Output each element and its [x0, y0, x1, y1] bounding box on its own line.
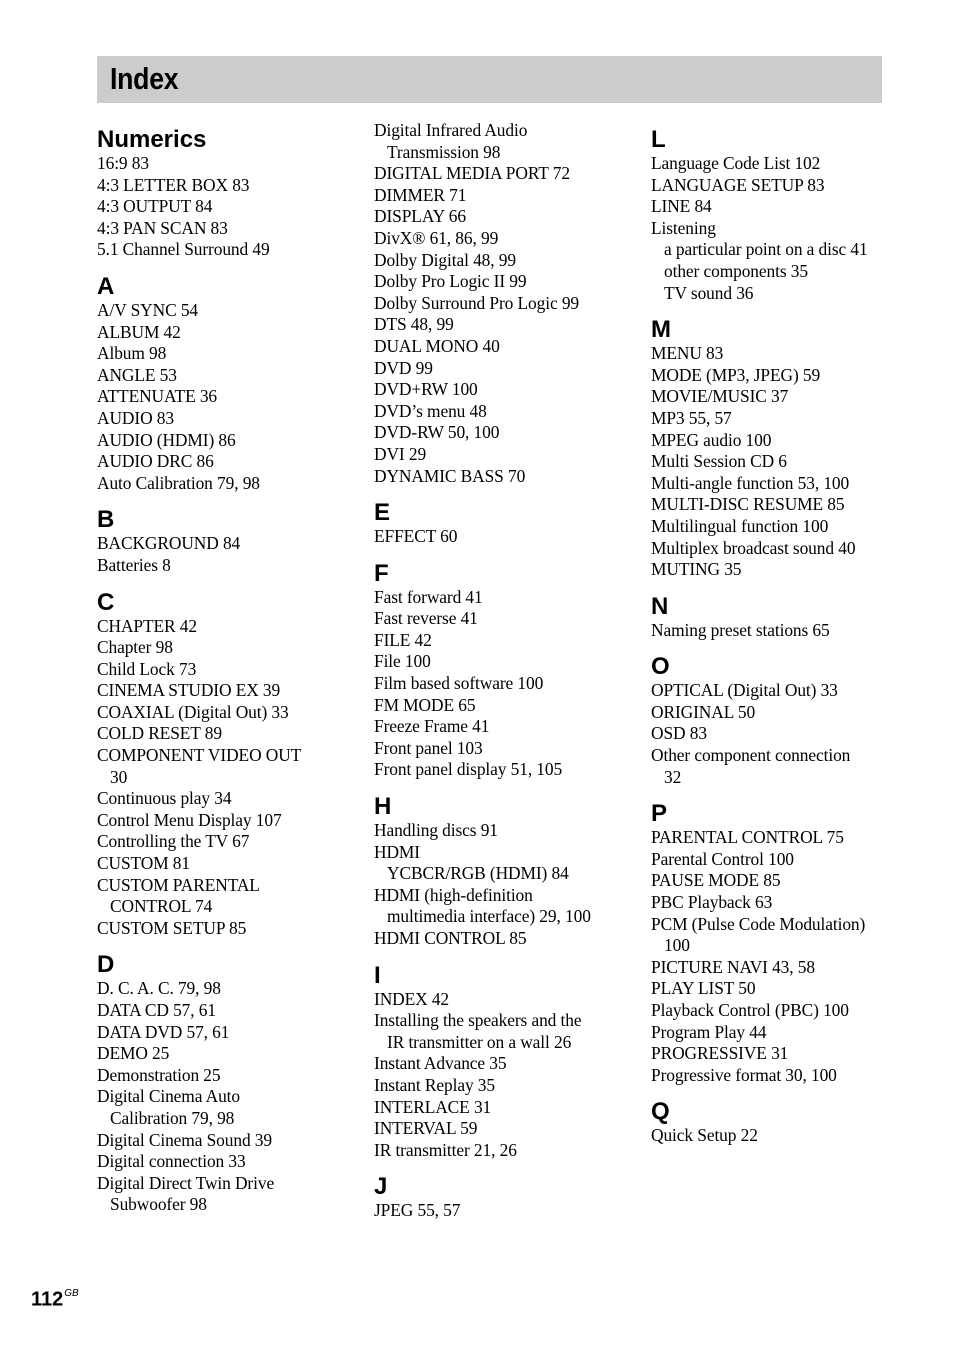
index-section — [651, 581, 891, 642]
index-section-heading: O — [651, 653, 670, 681]
index-section-heading: J — [374, 1173, 388, 1201]
index-entry: HDMI (high-definition — [374, 884, 533, 905]
index-entry: COLD RESET 89 — [97, 723, 222, 744]
index-entry: Fast reverse 41 — [374, 608, 478, 629]
index-entry-continuation: Transmission 98 — [387, 141, 501, 162]
index-section — [97, 939, 347, 1216]
index-section — [651, 788, 891, 1086]
index-entry: Demonstration 25 — [97, 1064, 221, 1085]
index-entry: D. C. A. C. 79, 98 — [97, 978, 221, 999]
index-entry: Digital Cinema Sound 39 — [97, 1129, 272, 1150]
index-entry: EFFECT 60 — [374, 526, 458, 547]
index-section-heading: P — [651, 800, 668, 828]
index-entry: Front panel 103 — [374, 737, 483, 758]
index-section-heading: D — [97, 951, 115, 979]
index-entry: Multiplex broadcast sound 40 — [651, 537, 856, 558]
index-entry: Digital Direct Twin Drive — [97, 1172, 275, 1193]
index-entry: MODE (MP3, JPEG) 59 — [651, 364, 821, 385]
index-entry: DISPLAY 66 — [374, 206, 466, 227]
index-section-heading: Numerics — [97, 126, 207, 153]
index-section — [97, 261, 347, 494]
index-entry: ALBUM 42 — [97, 321, 181, 342]
index-subentry: YCBCR/RGB (HDMI) 84 — [387, 863, 569, 884]
index-entry: Control Menu Display 107 — [97, 809, 282, 830]
index-entry: Digital Infrared Audio — [374, 120, 528, 140]
index-section-heading: L — [651, 126, 666, 153]
index-subentry: a particular point on a disc 41 — [664, 239, 868, 260]
index-entry: DivX® 61, 86, 99 — [374, 227, 499, 248]
index-entry: File 100 — [374, 651, 431, 672]
index-entry: LANGUAGE SETUP 83 — [651, 174, 825, 195]
index-title-bar — [97, 56, 882, 103]
index-entry: DVI 29 — [374, 443, 427, 464]
index-entry: CUSTOM 81 — [97, 853, 190, 874]
index-section-heading: Q — [651, 1098, 670, 1126]
index-section — [651, 304, 891, 581]
index-entry: MPEG audio 100 — [651, 429, 772, 450]
index-entry: Freeze Frame 41 — [374, 716, 490, 737]
index-entry: OSD 83 — [651, 723, 707, 744]
index-entry: MENU 83 — [651, 343, 724, 364]
index-entry: Fast forward 41 — [374, 586, 483, 607]
index-entry: FM MODE 65 — [374, 694, 476, 715]
index-entry: FILE 42 — [374, 629, 432, 650]
index-entry: Handling discs 91 — [374, 820, 498, 841]
index-entry: Album 98 — [97, 343, 167, 364]
index-subentry: TV sound 36 — [664, 282, 754, 303]
index-entry: INTERLACE 31 — [374, 1096, 492, 1117]
index-section — [374, 487, 614, 548]
index-entry: 16:9 83 — [97, 153, 149, 173]
index-section — [374, 950, 614, 1162]
index-entry: A/V SYNC 54 — [97, 299, 199, 320]
index-subentry: other components 35 — [664, 260, 808, 281]
index-section-heading: F — [374, 559, 389, 587]
index-section-heading: B — [97, 506, 115, 534]
index-entry: Installing the speakers and the — [374, 1010, 582, 1031]
index-entry: Dolby Pro Logic II 99 — [374, 271, 527, 292]
index-entry: OPTICAL (Digital Out) 33 — [651, 680, 838, 701]
index-entry: Continuous play 34 — [97, 788, 232, 809]
index-entry: Parental Control 100 — [651, 848, 794, 869]
index-entry: Multilingual function 100 — [651, 515, 829, 536]
index-entry: Digital Cinema Auto — [97, 1086, 241, 1107]
index-section — [651, 120, 891, 304]
index-entry: PBC Playback 63 — [651, 892, 773, 913]
index-entry: COMPONENT VIDEO OUT — [97, 745, 302, 766]
index-entry: 4:3 PAN SCAN 83 — [97, 217, 228, 238]
index-entry: Multi Session CD 6 — [651, 451, 787, 472]
page-number: 112 — [31, 1288, 64, 1311]
index-entry: Quick Setup 22 — [651, 1125, 758, 1146]
index-entry: 5.1 Channel Surround 49 — [97, 239, 270, 260]
index-entry: DYNAMIC BASS 70 — [374, 465, 526, 486]
index-entry: Instant Replay 35 — [374, 1074, 495, 1095]
index-entry: Film based software 100 — [374, 673, 544, 694]
index-entry: AUDIO 83 — [97, 407, 174, 428]
index-entry: Playback Control (PBC) 100 — [651, 1000, 849, 1020]
index-section-heading: H — [374, 793, 392, 821]
index-entry: HDMI — [374, 841, 420, 862]
index-entry-continuation: multimedia interface) 29, 100 — [387, 906, 591, 927]
index-entry: PARENTAL CONTROL 75 — [651, 827, 844, 848]
index-entry: Child Lock 73 — [97, 658, 197, 679]
index-entry: CHAPTER 42 — [97, 615, 197, 636]
page-footer — [31, 1283, 79, 1313]
index-section — [374, 781, 614, 950]
index-entry: Multi-angle function 53, 100 — [651, 472, 850, 493]
index-section — [374, 1161, 614, 1222]
index-entry: Dolby Surround Pro Logic 99 — [374, 292, 580, 313]
index-entry: DATA CD 57, 61 — [97, 1000, 216, 1020]
index-entry: MUTING 35 — [651, 559, 742, 580]
index-entry-continuation: 32 — [664, 766, 682, 787]
index-entry: Controlling the TV 67 — [97, 831, 250, 852]
index-entry: DVD-RW 50, 100 — [374, 422, 500, 443]
index-entry: DVD 99 — [374, 357, 433, 378]
index-section — [97, 494, 347, 576]
index-entry: PICTURE NAVI 43, 58 — [651, 956, 815, 977]
index-section-heading: E — [374, 499, 391, 527]
index-entry: 4:3 LETTER BOX 83 — [97, 174, 250, 195]
index-entry: DEMO 25 — [97, 1043, 170, 1064]
index-section-heading: C — [97, 588, 115, 616]
index-section-heading: A — [97, 272, 115, 300]
index-entry: CUSTOM PARENTAL — [97, 874, 260, 895]
index-entry: HDMI CONTROL 85 — [374, 928, 527, 948]
index-entry: 4:3 OUTPUT 84 — [97, 196, 213, 217]
index-entry: COAXIAL (Digital Out) 33 — [97, 701, 289, 722]
index-section — [374, 120, 614, 487]
index-entry-continuation: IR transmitter on a wall 26 — [387, 1031, 572, 1052]
index-entry: CINEMA STUDIO EX 39 — [97, 680, 281, 701]
index-section-heading: N — [651, 592, 669, 620]
index-entry-continuation: 30 — [110, 766, 128, 787]
index-section — [97, 577, 347, 940]
index-entry: Chapter 98 — [97, 637, 173, 658]
index-entry: Naming preset stations 65 — [651, 619, 830, 640]
index-section-heading: M — [651, 316, 671, 344]
index-entry: AUDIO (HDMI) 86 — [97, 429, 236, 450]
index-entry: ATTENUATE 36 — [97, 386, 218, 407]
index-entry: INDEX 42 — [374, 988, 450, 1009]
index-section — [374, 548, 614, 781]
index-entry: DUAL MONO 40 — [374, 335, 500, 356]
page-title: Index — [110, 61, 179, 96]
index-entry: Progressive format 30, 100 — [651, 1064, 837, 1085]
index-entry: IR transmitter 21, 26 — [374, 1139, 517, 1160]
index-column-2 — [374, 120, 614, 1222]
index-entry: CUSTOM SETUP 85 — [97, 917, 247, 938]
index-entry: MOVIE/MUSIC 37 — [651, 386, 789, 407]
index-section — [651, 1086, 891, 1147]
index-entry: Auto Calibration 79, 98 — [97, 472, 260, 493]
index-entry: DIGITAL MEDIA PORT 72 — [374, 163, 570, 184]
index-entry: Batteries 8 — [97, 554, 171, 575]
index-entry: Program Play 44 — [651, 1021, 767, 1042]
index-entry: BACKGROUND 84 — [97, 533, 241, 554]
index-entry: ORIGINAL 50 — [651, 701, 756, 722]
index-entry: PLAY LIST 50 — [651, 978, 756, 999]
index-column-3 — [651, 120, 891, 1147]
index-entry-continuation: 100 — [664, 935, 690, 956]
index-entry: PAUSE MODE 85 — [651, 870, 781, 891]
index-entry: Other component connection — [651, 745, 851, 766]
index-entry: DVD+RW 100 — [374, 379, 478, 400]
index-entry: Listening — [651, 217, 716, 238]
index-entry: MULTI-DISC RESUME 85 — [651, 494, 845, 515]
index-entry: PCM (Pulse Code Modulation) — [651, 913, 866, 934]
index-entry: Digital connection 33 — [97, 1151, 246, 1172]
index-entry: MP3 55, 57 — [651, 407, 732, 428]
index-entry: Front panel display 51, 105 — [374, 759, 563, 780]
index-entry: PROGRESSIVE 31 — [651, 1043, 789, 1064]
index-entry-continuation: Subwoofer 98 — [110, 1194, 207, 1215]
index-entry: LINE 84 — [651, 196, 712, 217]
index-section-heading: I — [374, 961, 381, 989]
index-entry: DIMMER 71 — [374, 184, 467, 205]
page-number-suffix: GB — [64, 1288, 79, 1299]
index-entry: Language Code List 102 — [651, 153, 821, 173]
index-column-1 — [97, 120, 347, 1216]
index-entry-continuation: CONTROL 74 — [110, 896, 213, 917]
index-entry: DVD’s menu 48 — [374, 400, 487, 421]
index-entry: INTERVAL 59 — [374, 1118, 478, 1139]
index-entry: AUDIO DRC 86 — [97, 451, 214, 472]
index-entry: DTS 48, 99 — [374, 314, 454, 335]
index-section — [651, 641, 891, 788]
index-entry-continuation: Calibration 79, 98 — [110, 1107, 235, 1128]
index-entry: JPEG 55, 57 — [374, 1200, 461, 1221]
index-entry: Dolby Digital 48, 99 — [374, 249, 516, 270]
index-entry: DATA DVD 57, 61 — [97, 1021, 230, 1042]
index-section — [97, 120, 347, 261]
index-entry: Instant Advance 35 — [374, 1053, 507, 1074]
index-entry: ANGLE 53 — [97, 364, 177, 385]
